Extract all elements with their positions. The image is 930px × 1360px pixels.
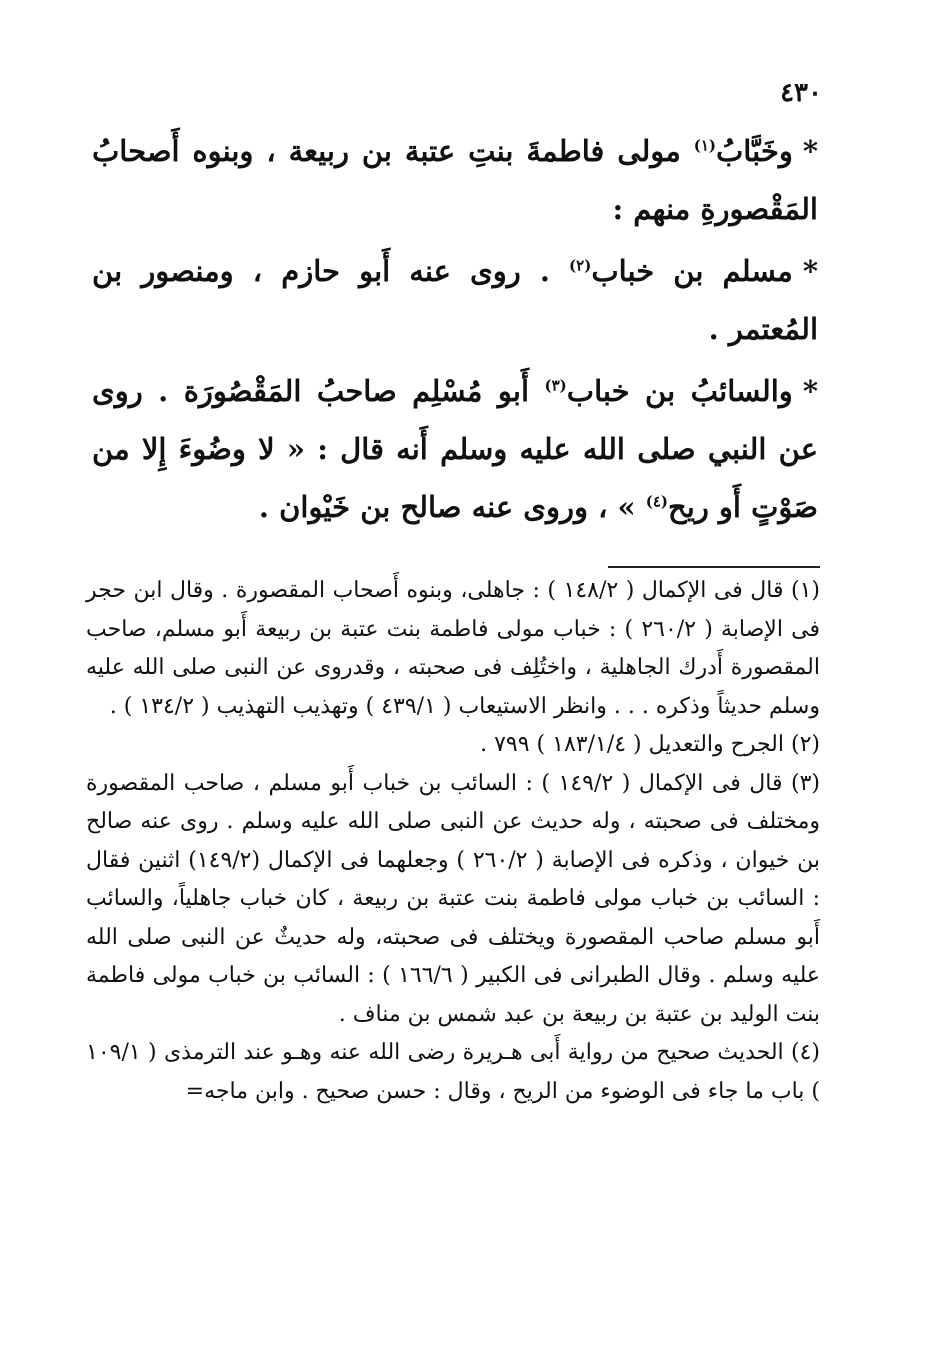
- footnote-1: (١) قال فى الإكمال ( ١٤٨/٢ ) : جاهلى، وبنوه أَصحاب المقصورة . وقال ابن حجر فى الإصابة ( ٢٦٠/٢ ) : خباب مولى فاطمة بنت عتبة بن ربيعة أَبو مسلم، صاحب المقصورة أَدرك الجاهلية ، واختُلِف فى صحبته ، وقدروى عن النبى صلى الله عليه وسلم حديثاً وذكره . . . وانظر الاستيعاب ( ٤٣٩/١ ) وتهذيب التهذيب ( ١٣٤/٢ ) .: [86, 578, 820, 719]
- footnote-ref[interactable]: (٤): [645, 492, 669, 511]
- entry-text: . روى عنه أَبو حازم ، ومنصور بن المُعتمر .: [92, 254, 818, 346]
- entry-muslim-bin-khabbab: [92, 242, 818, 358]
- footnote-2: (٢) الجرح والتعديل ( ١٨٣/١/٤ ) ٧٩٩ .: [480, 732, 820, 757]
- page-number: ٤٣٠: [780, 78, 822, 108]
- footnote-3: (٣) قال فى الإكمال ( ١٤٩/٢ ) : السائب بن خباب أَبو مسلم ، صاحب المقصورة ومختلف فى صحبته ، وله حديث عن النبى صلى الله عليه وسلم . روى عنه صالح بن خيوان ، وذكره فى الإصابة ( ٢٦٠/٢ ) وجعلهما فى الإكمال (١٤٩/٢) اثنين فقال : السائب بن خباب مولى فاطمة بنت عتبة بن ربيعة ، كان خباب جاهلياً، والسائب أَبو مسلم صاحب المقصورة ويختلف فى صحبته، وله حديثٌ عن النبى صلى الله عليه وسلم . وقال الطبرانى فى الكبير ( ١٦٦/٦ ) : السائب بن خباب مولى فاطمة بنت الوليد بن عتبة بن ربيعة بن عبد شمس بن مناف .: [86, 770, 821, 1027]
- footnote-4: (٤) الحديث صحيح من رواية أَبى هـريرة رضى الله عنه وهـو عند الترمذى ( ١٠٩/١ ) باب ما جاء فى الوضوء من الريح ، وقال : حسن صحيح . وابن ماجه=: [86, 1040, 820, 1104]
- footnotes: [86, 572, 820, 1111]
- entry-saib-bin-khabbab: [92, 362, 818, 536]
- footnote-ref[interactable]: (٢): [569, 256, 592, 275]
- entry-marker: *: [802, 254, 818, 288]
- entry-text: وخَبَّابُ: [716, 134, 793, 168]
- entry-khabbab: [92, 122, 818, 238]
- entry-text: مسلم بن خباب: [591, 254, 793, 288]
- entry-text: مولى فاطمةَ بنتِ عتبة بن ربيعة ، وبنوه أَصحابُ المَقْصورةِ منهم :: [92, 134, 818, 226]
- main-text: [92, 122, 818, 540]
- entry-marker: *: [802, 374, 818, 408]
- entry-text: والسائبُ بن خباب: [566, 374, 793, 408]
- footnote-separator: [608, 566, 820, 568]
- footnote-ref[interactable]: (٣): [544, 376, 567, 395]
- entry-marker: *: [802, 134, 818, 168]
- entry-text: أَبو مُسْلِم صاحبُ المَقْصُورَة . روى عن النبي صلى الله عليه وسلم أَنه قال : « لا وضُوءَ إِلا من صَوْتٍ أَو ريح: [92, 374, 818, 524]
- footnote-ref[interactable]: (١): [693, 136, 716, 155]
- entry-text: » ، وروى عنه صالح بن خَيْوان .: [258, 490, 646, 524]
